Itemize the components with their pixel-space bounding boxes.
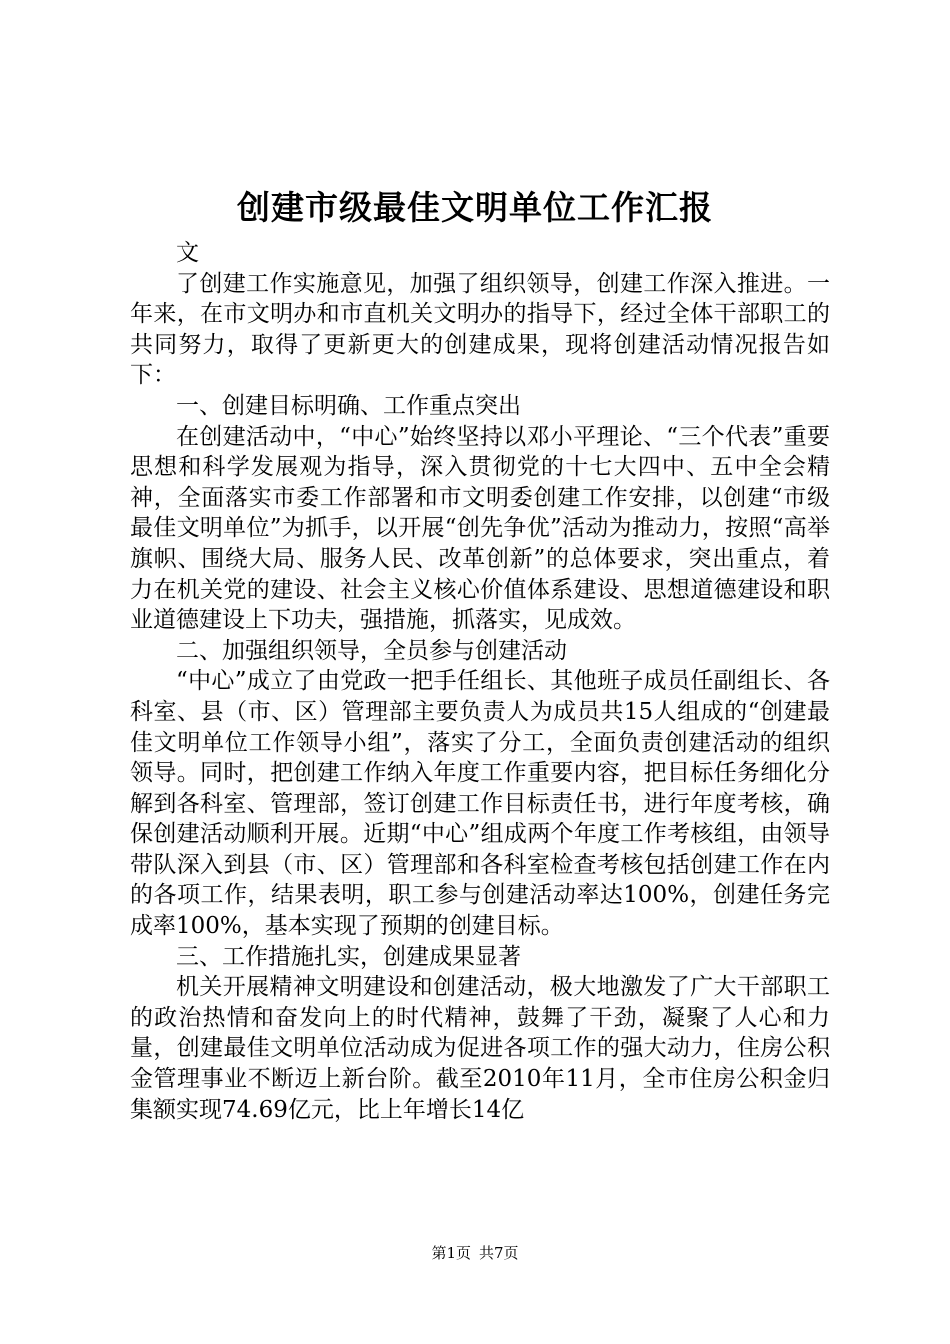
- page-footer: [0, 1243, 950, 1263]
- paragraph-fragment: 文: [176, 240, 199, 266]
- document-body: [130, 238, 830, 1125]
- document-title: 创建市级最佳文明单位工作汇报: [237, 188, 713, 227]
- paragraph-section-2: “中心”成立了由党政一把手任组长、其他班子成员任副组长、各科室、县（市、区）管理部主要负责人为成员共15人组成的“创建最佳文明单位工作领导小组”，落实了分工，全面负责创建活动的组织领导。同时，把创建工作纳入年度工作重要内容，把目标任务细化分解到各科室、管理部，签订创建工作目标责任书，进行年度考核，确保创建活动顺利开展。近期“中心”组成两个年度工作考核组，由领导带队深入到县（市、区）管理部和各科室检查考核包括创建工作在内的各项工作，结果表明，职工参与创建活动率达100%，创建任务完成率100%，基本实现了预期的创建目标。: [130, 668, 830, 940]
- paragraph-section-1: 在创建活动中，“中心”始终坚持以邓小平理论、“三个代表”重要思想和科学发展观为指导，深入贯彻党的十七大四中、五中全会精神，全面落实市委工作部署和市文明委创建工作安排，以创建“市级最佳文明单位”为抓手，以开展“创先争优”活动为推动力，按照“高举旗帜、围绕大局、服务人民、改革创新”的总体要求，突出重点，着力在机关党的建设、社会主义核心价值体系建设、思想道德建设和职业道德建设上下功夫，强措施，抓落实，见成效。: [130, 423, 830, 634]
- section-heading-3: 三、工作措施扎实，创建成果显著: [176, 943, 521, 970]
- section-heading-1: 一、创建目标明确、工作重点突出: [176, 392, 521, 419]
- paragraph-section-3: 机关开展精神文明建设和创建活动，极大地激发了广大干部职工的政治热情和奋发向上的时代精神，鼓舞了干劲，凝聚了人心和力量，创建最佳文明单位活动成为促进各项工作的强大动力，住房公积金管理事业不断迈上新台阶。截至2010年11月，全市住房公积金归集额实现74.69亿元，比上年增长14亿: [130, 974, 830, 1123]
- page-total: 共7页: [479, 1244, 519, 1262]
- section-heading-2: 二、加强组织领导，全员参与创建活动: [176, 637, 567, 664]
- page-number: 第1页: [431, 1244, 471, 1262]
- paragraph-intro: 了创建工作实施意见，加强了组织领导，创建工作深入推进。一年来，在市文明办和市直机关文明办的指导下，经过全体干部职工的共同努力，取得了更新更大的创建成果，现将创建活动情况报告如下：: [130, 270, 830, 389]
